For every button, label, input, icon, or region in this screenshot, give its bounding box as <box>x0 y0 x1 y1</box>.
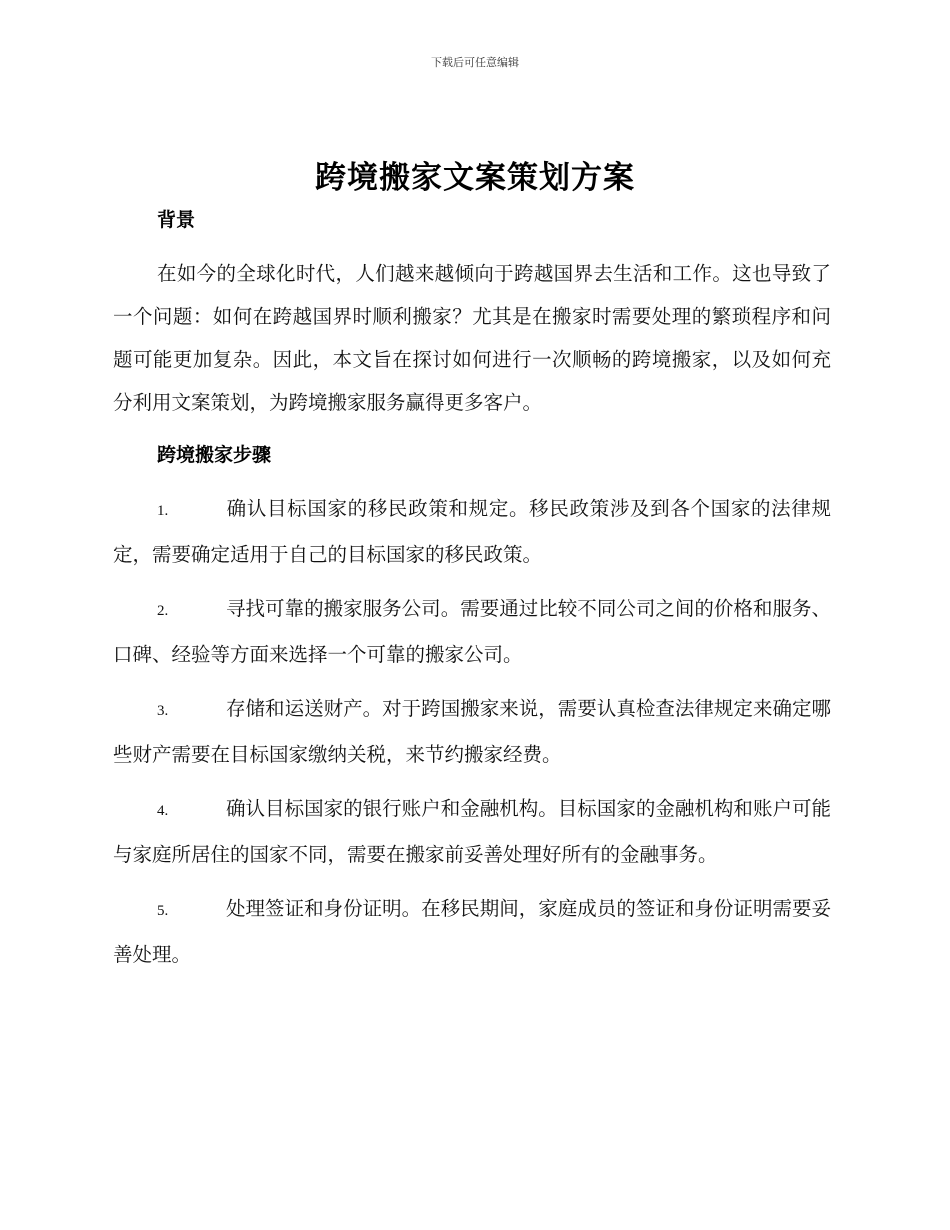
list-item-text: 确认目标国家的银行账户和金融机构。目标国家的金融机构和账户可能与家庭所居住的国家不同，需要在搬家前妥善处理好所有的金融事务。 <box>113 797 831 866</box>
list-item <box>113 687 831 776</box>
list-item-number: 2. <box>157 603 169 619</box>
steps-heading: 跨境搬家步骤 <box>157 444 272 466</box>
document-body <box>113 200 831 976</box>
list-item-text: 确认目标国家的移民政策和规定。移民政策涉及到各个国家的法律规定，需要确定适用于自己的目标国家的移民政策。 <box>113 497 831 566</box>
list-item-number: 3. <box>157 703 169 719</box>
list-item-text: 存储和运送财产。对于跨国搬家来说，需要认真检查法律规定来确定哪些财产需要在目标国家缴纳关税，来节约搬家经费。 <box>113 697 831 766</box>
list-item <box>113 787 831 876</box>
list-item <box>113 887 831 976</box>
list-item <box>113 587 831 676</box>
background-paragraph: 在如今的全球化时代，人们越来越倾向于跨越国界去生活和工作。这也导致了一个问题：如何在跨越国界时顺利搬家？尤其是在搬家时需要处理的繁琐程序和问题可能更加复杂。因此，本文旨在探讨如何进行一次顺畅的跨境搬家，以及如何充分利用文案策划，为跨境搬家服务赢得更多客户。 <box>113 262 831 414</box>
list-item-text: 寻找可靠的搬家服务公司。需要通过比较不同公司之间的价格和服务、口碑、经验等方面来选择一个可靠的搬家公司。 <box>113 597 831 666</box>
list-item-text: 处理签证和身份证明。在移民期间，家庭成员的签证和身份证明需要妥善处理。 <box>113 897 831 966</box>
list-item-number: 1. <box>157 503 169 519</box>
list-item-number: 5. <box>157 903 169 919</box>
list-item <box>113 487 831 576</box>
header-note: 下载后可任意编辑 <box>431 56 519 69</box>
background-heading: 背景 <box>157 209 196 231</box>
document-title: 跨境搬家文案策划方案 <box>315 160 635 196</box>
list-item-number: 4. <box>157 803 169 819</box>
